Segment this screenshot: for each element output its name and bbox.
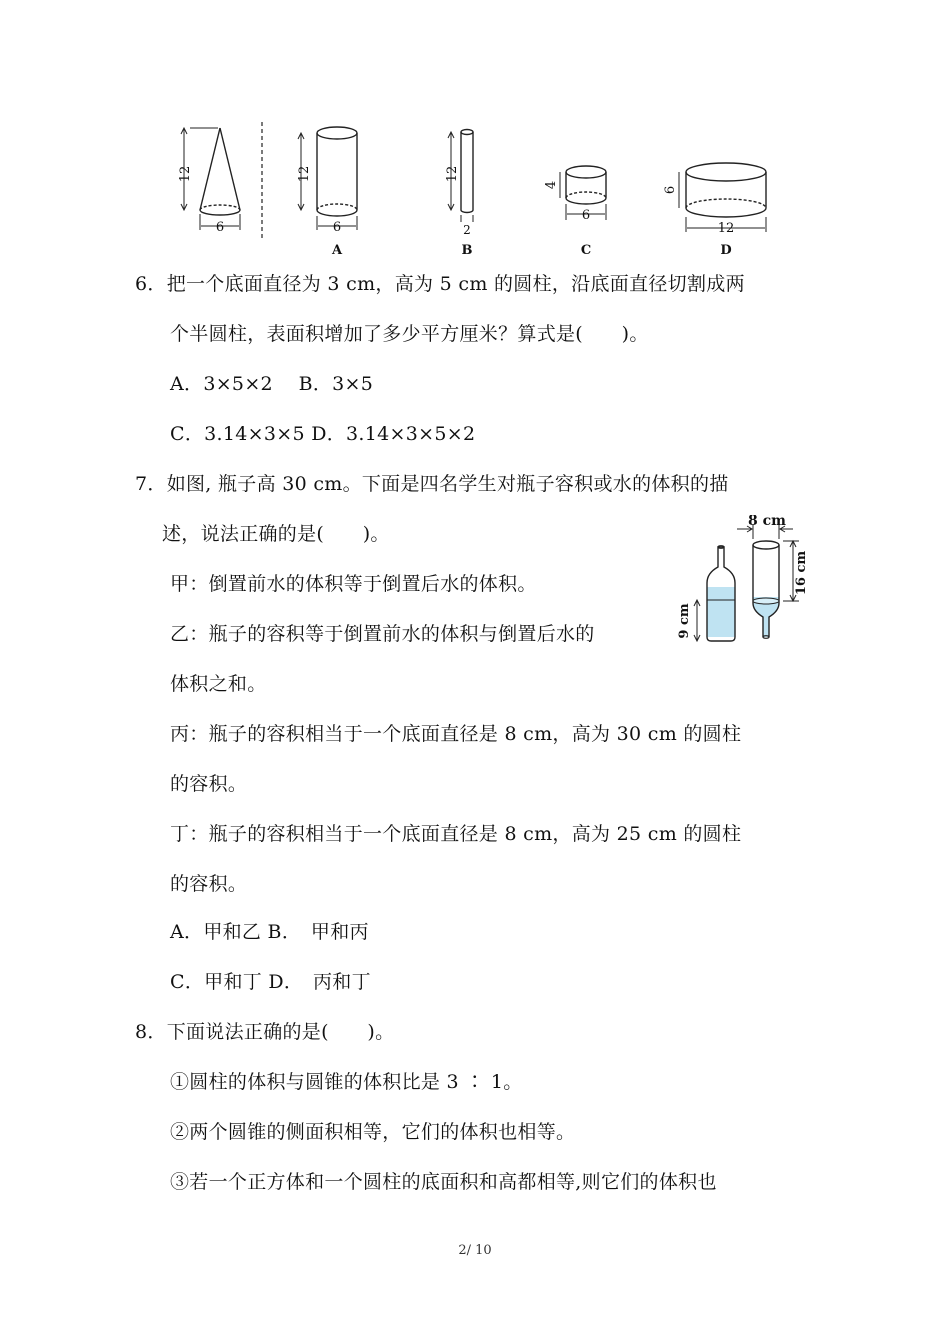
cylinder-a-diameter-label: 6 [332, 220, 342, 235]
q6-line-2: 个半圆柱，表面积增加了多少平方厘米？算式是( )。 [170, 323, 649, 345]
q7-statement-bing-2: 的容积。 [170, 773, 248, 795]
cylinder-d-name: D [720, 243, 732, 258]
q8-line-1: 8．下面说法正确的是( )。 [135, 1021, 395, 1043]
solids-figure [170, 118, 780, 263]
cone-diameter-label: 6 [215, 220, 225, 235]
q7-line-2: 述，说法正确的是( )。 [162, 523, 390, 545]
page-number: 2/ 10 [458, 1243, 492, 1258]
cylinder-b-name: B [461, 243, 473, 258]
bottle-diameter-label: 8 cm [748, 515, 786, 529]
q6-line-1: 6．把一个底面直径为 3 cm，高为 5 cm 的圆柱，沿底面直径切割成两 [135, 273, 745, 295]
q7-statement-jia: 甲：倒置前水的体积等于倒置后水的体积。 [170, 573, 537, 595]
q7-statement-ding-2: 的容积。 [170, 873, 248, 895]
q7-option-c-d: C．甲和丁 D． 丙和丁 [170, 971, 371, 993]
q8-statement-2: ②两个圆锥的侧面积相等，它们的体积也相等。 [170, 1121, 576, 1143]
cylinder-c-height-label: 4 [544, 180, 559, 190]
q6-option-c-d: C．3.14×3×5 D．3.14×3×5×2 [170, 423, 476, 445]
cylinder-b-height-label: 12 [445, 165, 460, 183]
q7-option-a-b: A．甲和乙 B． 甲和丙 [170, 921, 369, 943]
q8-statement-1: ①圆柱的体积与圆锥的体积比是 3 ∶ 1。 [170, 1071, 523, 1093]
cylinder-a-name: A [331, 243, 343, 258]
inverted-bottle [737, 525, 799, 638]
q7-statement-bing-1: 丙：瓶子的容积相当于一个底面直径是 8 cm，高为 30 cm 的圆柱 [170, 723, 742, 745]
q8-statement-3: ③若一个正方体和一个圆柱的底面积和高都相等,则它们的体积也 [170, 1171, 717, 1193]
upright-bottle [694, 546, 735, 641]
cylinder-c-diameter-label: 6 [581, 208, 591, 223]
bottle-water-height-label: 9 cm [677, 603, 692, 639]
q6-option-a-b: A．3×5×2 B．3×5 [170, 373, 374, 395]
cylinder-c-name: C [580, 243, 592, 258]
q7-statement-yi-1: 乙：瓶子的容积等于倒置前水的体积与倒置后水的 [170, 623, 595, 645]
cylinder-d-height-label: 6 [663, 185, 678, 195]
cylinder-d-diameter-label: 12 [717, 221, 735, 236]
bottle-figure [675, 515, 810, 650]
q7-statement-ding-1: 丁：瓶子的容积相当于一个底面直径是 8 cm，高为 25 cm 的圆柱 [170, 823, 742, 845]
cylinder-a-height-label: 12 [297, 165, 312, 183]
cylinder-b-diameter-label: 2 [463, 223, 471, 237]
bottle-air-height-label: 16 cm [794, 550, 809, 596]
q7-line-1: 7．如图, 瓶子高 30 cm。下面是四名学生对瓶子容积或水的体积的描 [135, 473, 729, 495]
cone-height-label: 12 [178, 165, 193, 183]
q7-statement-yi-2: 体积之和。 [170, 673, 267, 695]
